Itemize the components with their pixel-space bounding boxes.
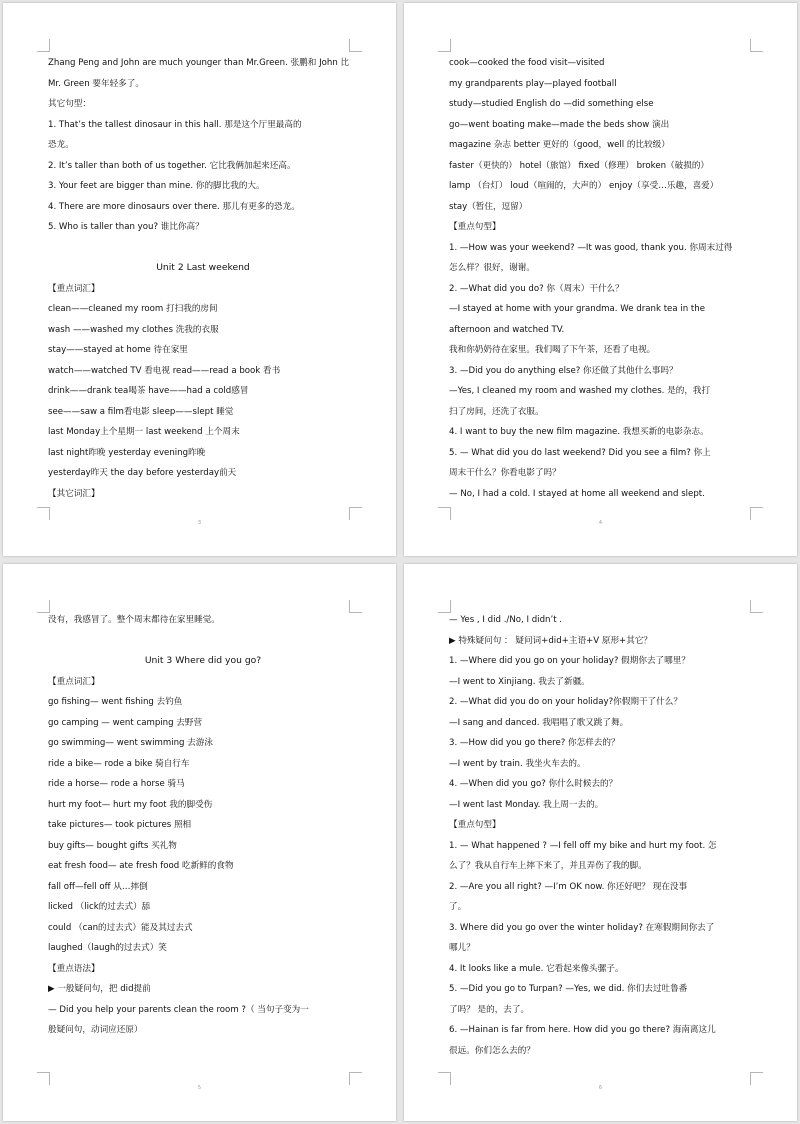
text-line: ▶ 一般疑问句，把 did提前 [48, 984, 151, 994]
text-line: Mr. Green 要年轻多了。 [48, 78, 144, 89]
text-line: watch——watched TV 看电视 read——read a book 看书 [48, 365, 281, 376]
text-line: 2. —What did you do? 你（周末）干什么？ [449, 283, 624, 294]
text-line: 1. That’s the tallest dinosaur in this hall. 那是这个厅里最高的 [48, 119, 302, 130]
page-number: 5 [197, 1085, 202, 1091]
text-line: 【重点词汇】 [48, 676, 100, 687]
text-line: 【重点词汇】 [48, 283, 100, 294]
text-line: —Yes, I cleaned my room and washed my clothes. 是的，我打 [449, 386, 711, 396]
text-line: — No, I had a cold. I stayed at home all weekend and slept. [449, 488, 705, 499]
text-line: magazine 杂志 better 更好的（good，well 的比较级） [449, 140, 670, 150]
text-line: 4. There are more dinosaurs over there. 那儿有更多的恐龙。 [48, 201, 300, 212]
text-line: 很远。你们怎么去的？ [449, 1045, 535, 1056]
crop-mark [349, 507, 362, 520]
text-line: go swimming— went swimming 去游泳 [48, 738, 213, 748]
blank-line [48, 631, 358, 652]
text-line: ride a horse— rode a horse 骑马 [48, 779, 185, 789]
crop-mark [37, 1072, 50, 1085]
text-line: drink——drank tea喝茶 have——had a cold感冒 [48, 386, 249, 396]
crop-mark [349, 39, 362, 52]
text-line: last night昨晚 yesterday evening昨晚 [48, 447, 206, 458]
text-line: — Yes , I did ./No, I didn’t . [449, 615, 563, 625]
text-line: 5. — What did you do last weekend? Did you see a film? 你上 [449, 447, 711, 458]
page-content [449, 53, 759, 504]
text-line: lamp （台灯） loud（喧闹的，大声的） enjoy（享受…乐趣，喜爱） [449, 181, 719, 191]
text-line: —I sang and danced. 我唱唱了歌又跳了舞。 [449, 717, 629, 728]
text-line: 【重点语法】 [48, 963, 100, 974]
text-line: see——saw a film看电影 sleep——slept 睡觉 [48, 406, 234, 417]
text-line: go—went boating make—made the beds show 演出 [449, 119, 670, 130]
text-line: go fishing— went fishing 去钓鱼 [48, 697, 183, 707]
crop-mark [37, 39, 50, 52]
text-line: stay——stayed at home 待在家里 [48, 345, 188, 355]
text-line: 其它句型： [48, 99, 91, 109]
text-line: ▶ 特殊疑问句 ： 疑问词+did+主语+V 原形+其它？ [449, 635, 653, 646]
text-line: — Did you help your parents clean the room ?（ 当句子变为一 [48, 1004, 309, 1015]
text-line: hurt my foot— hurt my foot 我的脚受伤 [48, 799, 213, 810]
text-line: 5. —Did you go to Turpan? —Yes, we did. 你们去过吐鲁番 [449, 984, 688, 994]
crop-mark [750, 39, 763, 52]
text-line: take pictures— took pictures 照相 [48, 820, 192, 830]
text-line: could （can的过去式）能及其过去式 [48, 922, 193, 933]
text-line: my grandparents play—played football [449, 78, 617, 89]
text-line: yesterday昨天 the day before yesterday前天 [48, 468, 237, 478]
page-6 [404, 564, 797, 1121]
text-line: stay（暂住，逗留） [449, 201, 528, 212]
crop-mark [750, 1072, 763, 1085]
text-line: —I stayed at home with your grandma. We drank tea in the [449, 304, 706, 314]
text-line: last Monday上个星期一 last weekend 上个周末 [48, 427, 240, 437]
crop-mark [438, 39, 451, 52]
text-line: buy gifts— bought gifts 买礼物 [48, 840, 177, 851]
text-line: 了。 [449, 902, 467, 912]
text-line: 4. I want to buy the new film magazine. 我想买新的电影杂志。 [449, 427, 709, 437]
crop-mark [750, 507, 763, 520]
text-line: 1. — What happened ? —I fell off my bike and hurt my foot. 怎 [449, 840, 717, 851]
text-line: 3. Where did you go over the winter holiday? 在寒假期间你去了 [449, 922, 715, 933]
page-content [449, 610, 759, 1061]
text-line: fall off—fell off 从…摔倒 [48, 881, 148, 892]
text-line: study—studied English do —did something else [449, 99, 654, 109]
page-content [48, 610, 358, 1041]
text-line: 么了？我从自行车上摔下来了，并且弄伤了我的脚。 [449, 861, 647, 871]
crop-mark [349, 1072, 362, 1085]
unit-heading: Unit 2 Last weekend [156, 262, 250, 273]
text-line: faster（更快的） hotel（旅馆） fixed（修理） broken（破损的） [449, 160, 710, 171]
crop-mark [37, 507, 50, 520]
text-line: ride a bike— rode a bike 骑自行车 [48, 758, 190, 769]
text-line: 3. —Did you do anything else? 你还做了其他什么事吗？ [449, 365, 678, 376]
text-line: 1. —How was your weekend? —It was good, thank you. 你周末过得 [449, 242, 733, 253]
text-line: 4. It looks like a mule. 它看起来像头骡子。 [449, 963, 624, 974]
text-line: licked （lick的过去式）舔 [48, 902, 151, 912]
text-line: —I went to Xinjiang. 我去了新疆。 [449, 676, 590, 687]
text-line: wash ——washed my clothes 洗我的衣服 [48, 324, 219, 335]
text-line: 4. —When did you go? 你什么时候去的？ [449, 779, 618, 789]
page-number: 6 [598, 1085, 603, 1091]
blank-line [48, 238, 358, 259]
text-line: 哪儿？ [449, 943, 475, 953]
page-number: 4 [598, 520, 603, 526]
page-3 [3, 3, 396, 556]
text-line: —I went by train. 我坐火车去的。 [449, 758, 586, 769]
text-line: clean——cleaned my room 打扫我的房间 [48, 304, 218, 314]
text-line: cook—cooked the food visit—visited [449, 58, 605, 68]
unit-heading: Unit 3 Where did you go? [144, 655, 262, 666]
text-line: 2. It’s taller than both of us together. 它比我俩加起来还高。 [48, 160, 296, 171]
crop-mark [438, 507, 451, 520]
text-line: 【其它词汇】 [48, 488, 100, 499]
text-line: 恐龙。 [48, 140, 74, 150]
text-line: Zhang Peng and John are much younger than Mr.Green. 张鹏和 John 比 [48, 58, 350, 68]
text-line: 扫了房间，还洗了衣服。 [449, 406, 544, 417]
text-line: 怎么样？很好，谢谢。 [449, 263, 535, 273]
text-line: 了吗？ 是的，去了。 [449, 1004, 530, 1015]
text-line: 3. —How did you go there? 你怎样去的？ [449, 738, 620, 748]
text-line: —I went last Monday. 我上周一去的。 [449, 799, 604, 810]
text-line: go camping — went camping 去野营 [48, 717, 203, 728]
text-line: 【重点句型】 [449, 222, 501, 232]
text-line: 6. —Hainan is far from here. How did you go there? 海南离这儿 [449, 1025, 716, 1035]
crop-mark [438, 1072, 451, 1085]
text-line: 2. —What did you do on your holiday?你假期干了什么？ [449, 697, 682, 707]
text-line: 【重点句型】 [449, 820, 501, 830]
text-line: eat fresh food— ate fresh food 吃新鲜的食物 [48, 861, 234, 871]
text-line: 3. Your feet are bigger than mine. 你的脚比我的大。 [48, 181, 265, 191]
text-line: 5. Who is taller than you? 谁比你高？ [48, 222, 204, 232]
text-line: 我和你奶奶待在家里。我们喝了下午茶，还看了电视。 [449, 345, 656, 355]
text-line: 没有，我感冒了。整个周末都待在家里睡觉。 [48, 615, 220, 625]
text-line: laughed（laugh的过去式）笑 [48, 943, 167, 953]
page-number: 3 [197, 520, 202, 526]
page-content [48, 53, 358, 504]
text-line: 般疑问句，动词应还原） [48, 1025, 143, 1035]
text-line: 2. —Are you all right? —I’m OK now. 你还好吧？ 现在没事 [449, 881, 688, 892]
page-5 [3, 564, 396, 1121]
text-line: 周末干什么？你看电影了吗？ [449, 468, 561, 478]
page-4 [404, 3, 797, 556]
text-line: 1. —Where did you go on your holiday? 假期你去了哪里？ [449, 656, 690, 666]
text-line: afternoon and watched TV. [449, 324, 565, 335]
